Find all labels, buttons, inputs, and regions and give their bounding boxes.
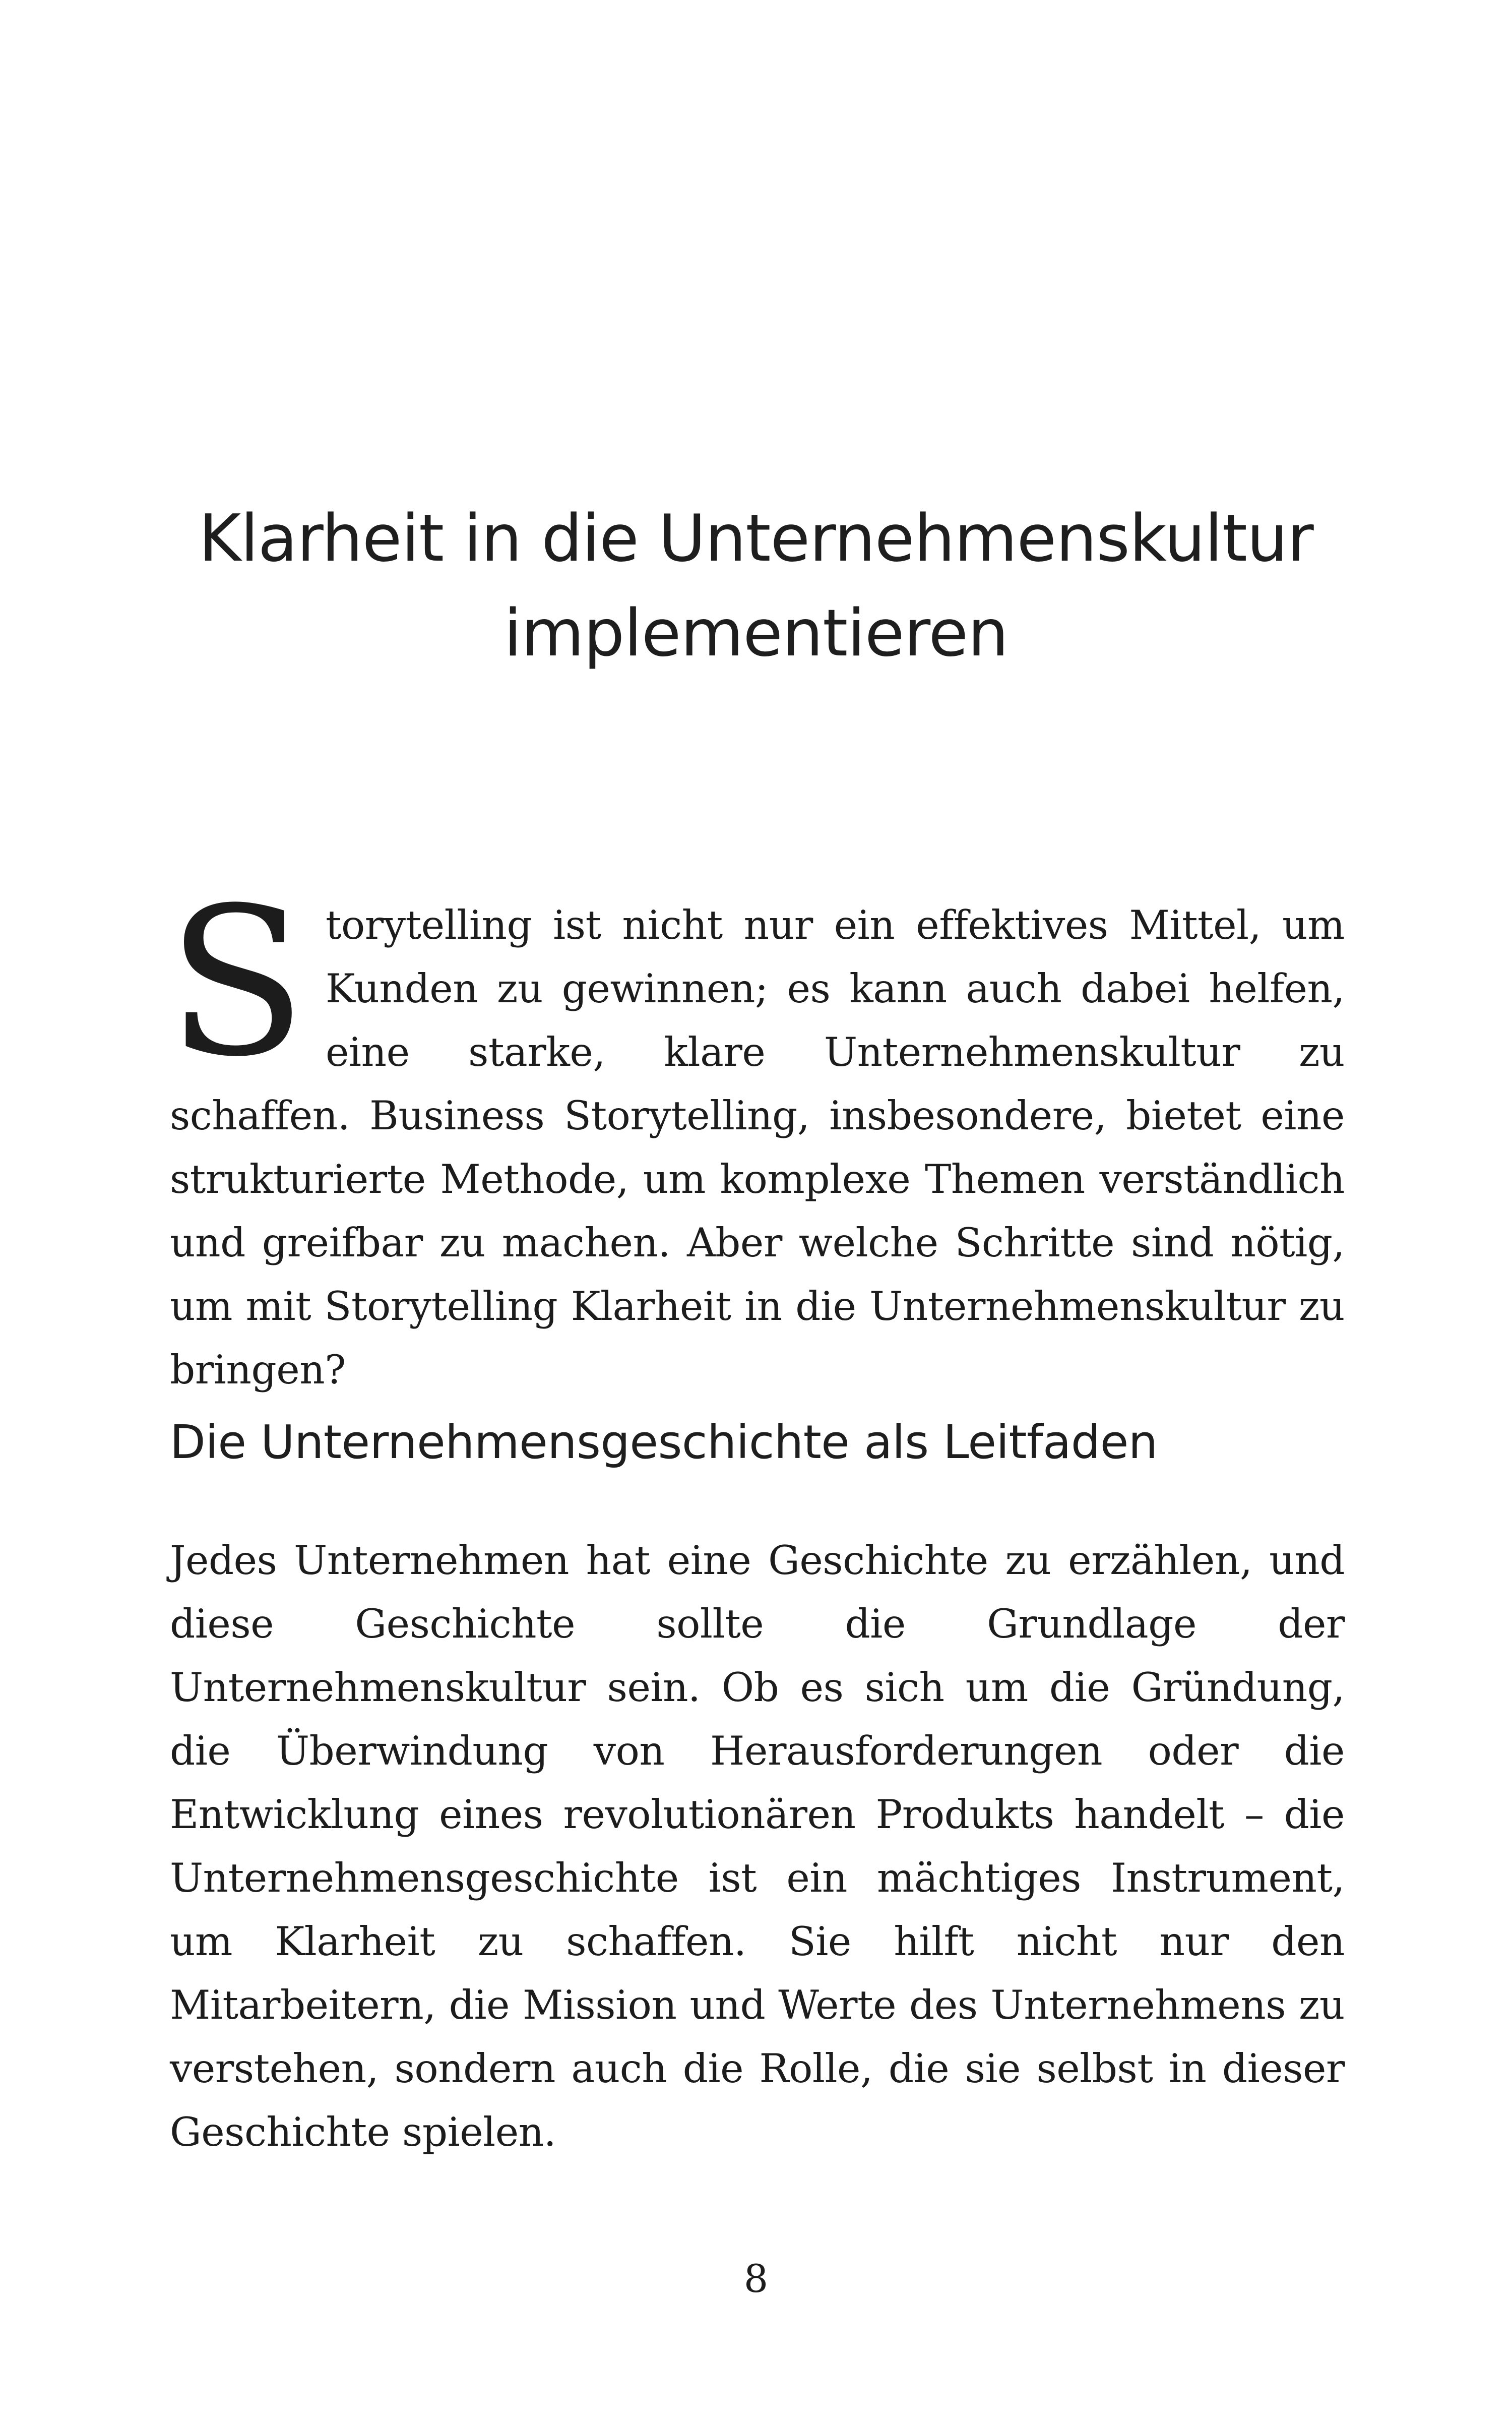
page-number: 8 bbox=[743, 2256, 769, 2301]
intro-paragraph bbox=[167, 864, 1345, 1402]
intro-text: torytelling ist nicht nur ein effektives Mittel, um Kunden zu gewinnen; es kann auch dabei helfen, eine starke, klare Unternehmenskultur zu schaffen. Business Storytelling, insbesondere, bietet eine strukturierte Methode, um komplexe Themen verständlich und greifbar zu machen. Aber welche Schritte sind nötig, um mit Storytelling Klarheit in die Unternehmenskultur zu bringen? bbox=[170, 902, 1345, 1393]
chapter-title bbox=[151, 492, 1361, 681]
drop-cap: S bbox=[167, 864, 306, 1102]
chapter-title-line-2: implementieren bbox=[503, 596, 1009, 671]
section-paragraph: Jedes Unternehmen hat eine Geschichte zu erzählen, und diese Geschichte sollte die Grundlage der Unternehmenskultur sein. Ob es sich um die Gründung, die Überwindung von Herausforderungen oder die Entwicklung eines revolutionären Produkts handelt – die Unternehmensgeschichte ist ein mächtiges Instrument, um Klarheit zu schaffen. Sie hilft nicht nur den Mitarbeitern, die Mission und Werte des Unternehmens zu verstehen, sondern auch die Rolle, die sie selbst in dieser Geschichte spielen. bbox=[170, 1537, 1345, 2155]
section-heading: Die Unternehmensgeschichte als Leitfaden bbox=[170, 1415, 1158, 1469]
chapter-title-line-1: Klarheit in die Unternehmenskultur bbox=[199, 501, 1313, 576]
